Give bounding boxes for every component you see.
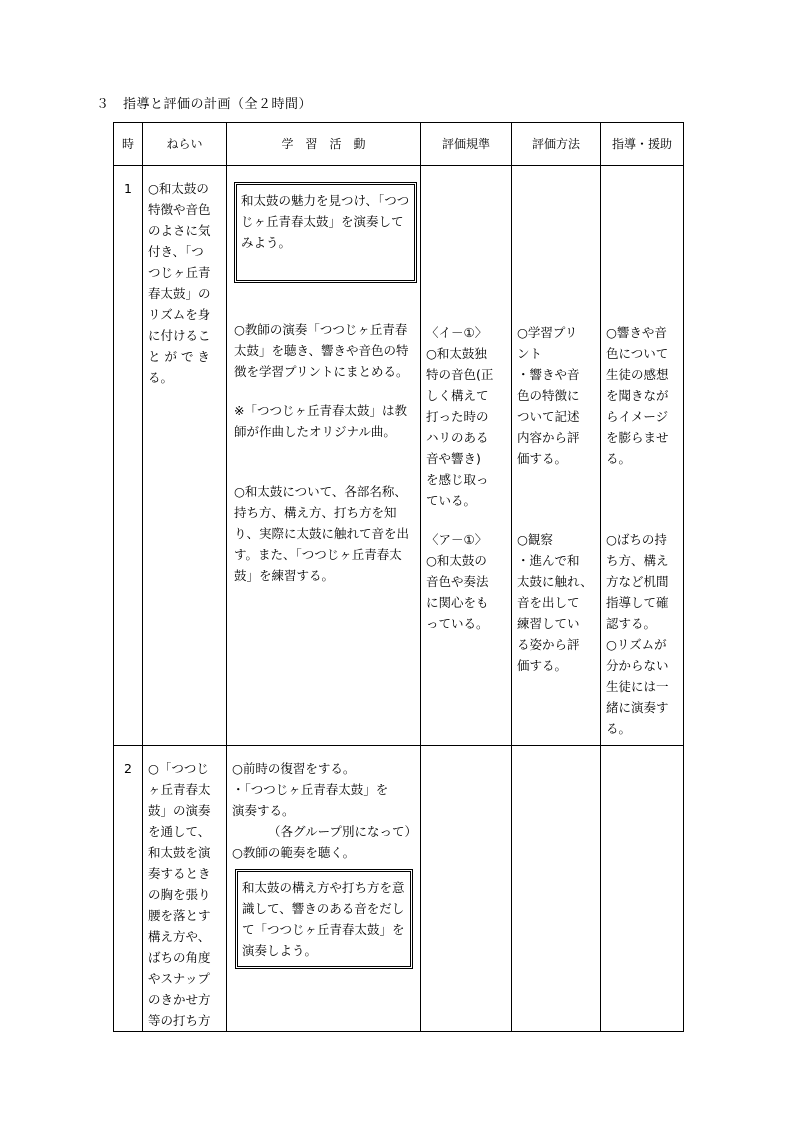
method-cell: [512, 746, 601, 1032]
table-row: [114, 746, 684, 1032]
activity-model: ○教師の範奏を聴く。: [232, 845, 356, 860]
header-hoho: 評価方法: [512, 123, 601, 166]
activity-note: ※「つつじヶ丘青春太鼓」は教師が作曲したオリジナル曲。: [234, 403, 407, 439]
goal-box: [235, 869, 413, 969]
guidance-1: ○響きや音 色について 生徒の感想 を聞きなが らイメージ を膨らませ る。: [606, 325, 669, 466]
activity-cell: [227, 166, 421, 746]
criteria-cell: [421, 166, 512, 746]
guidance-cell: [601, 166, 684, 746]
header-nerai: ねらい: [143, 123, 227, 166]
activity-group: （各グループ別になって）: [267, 824, 417, 839]
header-gakushu: 学 習 活 動: [227, 123, 421, 166]
activity-listen: ○教師の演奏「つつじヶ丘青春太鼓」を聴き、響きや音色の特徴を学習プリントにまとめる。: [234, 322, 409, 379]
header-jikan: 時: [114, 123, 143, 166]
aim-cell: [143, 166, 227, 746]
guidance-cell: [601, 746, 684, 1032]
activity-review: ○前時の復習をする。 ・「つつじヶ丘青春太鼓」を 演奏する。: [232, 761, 389, 818]
aim-cell: [143, 746, 227, 1032]
aim-text: ○和太鼓の 特徴や音色 のよさに気 付き、「つ つじヶ丘青 春太鼓」の リズムを身 に付けるこ と が で き る。: [148, 181, 211, 385]
goal-box-text: 和太鼓の魅力を見つけ、「つつじヶ丘青春太鼓」を演奏してみよう。: [241, 193, 410, 250]
activity-practice: ○和太鼓について、各部名称、持ち方、構え方、打ち方を知り、実際に太鼓に触れて音を出す。また、「つつじヶ丘青春太鼓」を練習する。: [234, 484, 410, 583]
criteria-cell: [421, 746, 512, 1032]
method-2: ○観察 ・進んで和 太鼓に触れ、 音を出して 練習してい る姿から評 価する。: [517, 532, 593, 673]
header-row: [114, 123, 684, 166]
table-row: [114, 166, 684, 746]
method-1: ○学習プリ ント ・響きや音 色の特徴に ついて記述 内容から評 価する。: [517, 325, 580, 466]
criteria-1: 〈イ－①〉 ○和太鼓独 特の音色(正 しく構えて 打った時の ハリのある 音や響き) を感じ取っ ている。: [426, 325, 494, 508]
header-kijun: 評価規準: [421, 123, 512, 166]
aim-text: ○「つつじ ヶ丘青春太 鼓」の演奏 を通して、 和太鼓を演 奏するとき の胸を張り 腰を落とす 構え方や、 ばちの角度 やスナップ のきかせ方 等の打ち方: [148, 761, 211, 1028]
activity-cell: [227, 746, 421, 1032]
period-number: 1: [114, 166, 143, 746]
section-heading: ３ 指導と評価の計画（全２時間）: [96, 97, 313, 112]
criteria-2: 〈ア－①〉 ○和太鼓の 音色や奏法 に関心をも っている。: [426, 532, 489, 631]
period-number: 2: [114, 746, 143, 1032]
method-cell: [512, 166, 601, 746]
goal-box: [234, 182, 417, 283]
guidance-2: ○ばちの持 ち方、構え 方など机間 指導して確 認する。 ○リズムが 分からない 生徒には一 緒に演奏す る。: [606, 532, 669, 736]
lesson-plan-table: [113, 122, 684, 1032]
goal-box-text: 和太鼓の構え方や打ち方を意識して、響きのある音をだして「つつじヶ丘青春太鼓」を演奏しよう。: [242, 880, 405, 958]
header-shido: 指導・援助: [601, 123, 684, 166]
